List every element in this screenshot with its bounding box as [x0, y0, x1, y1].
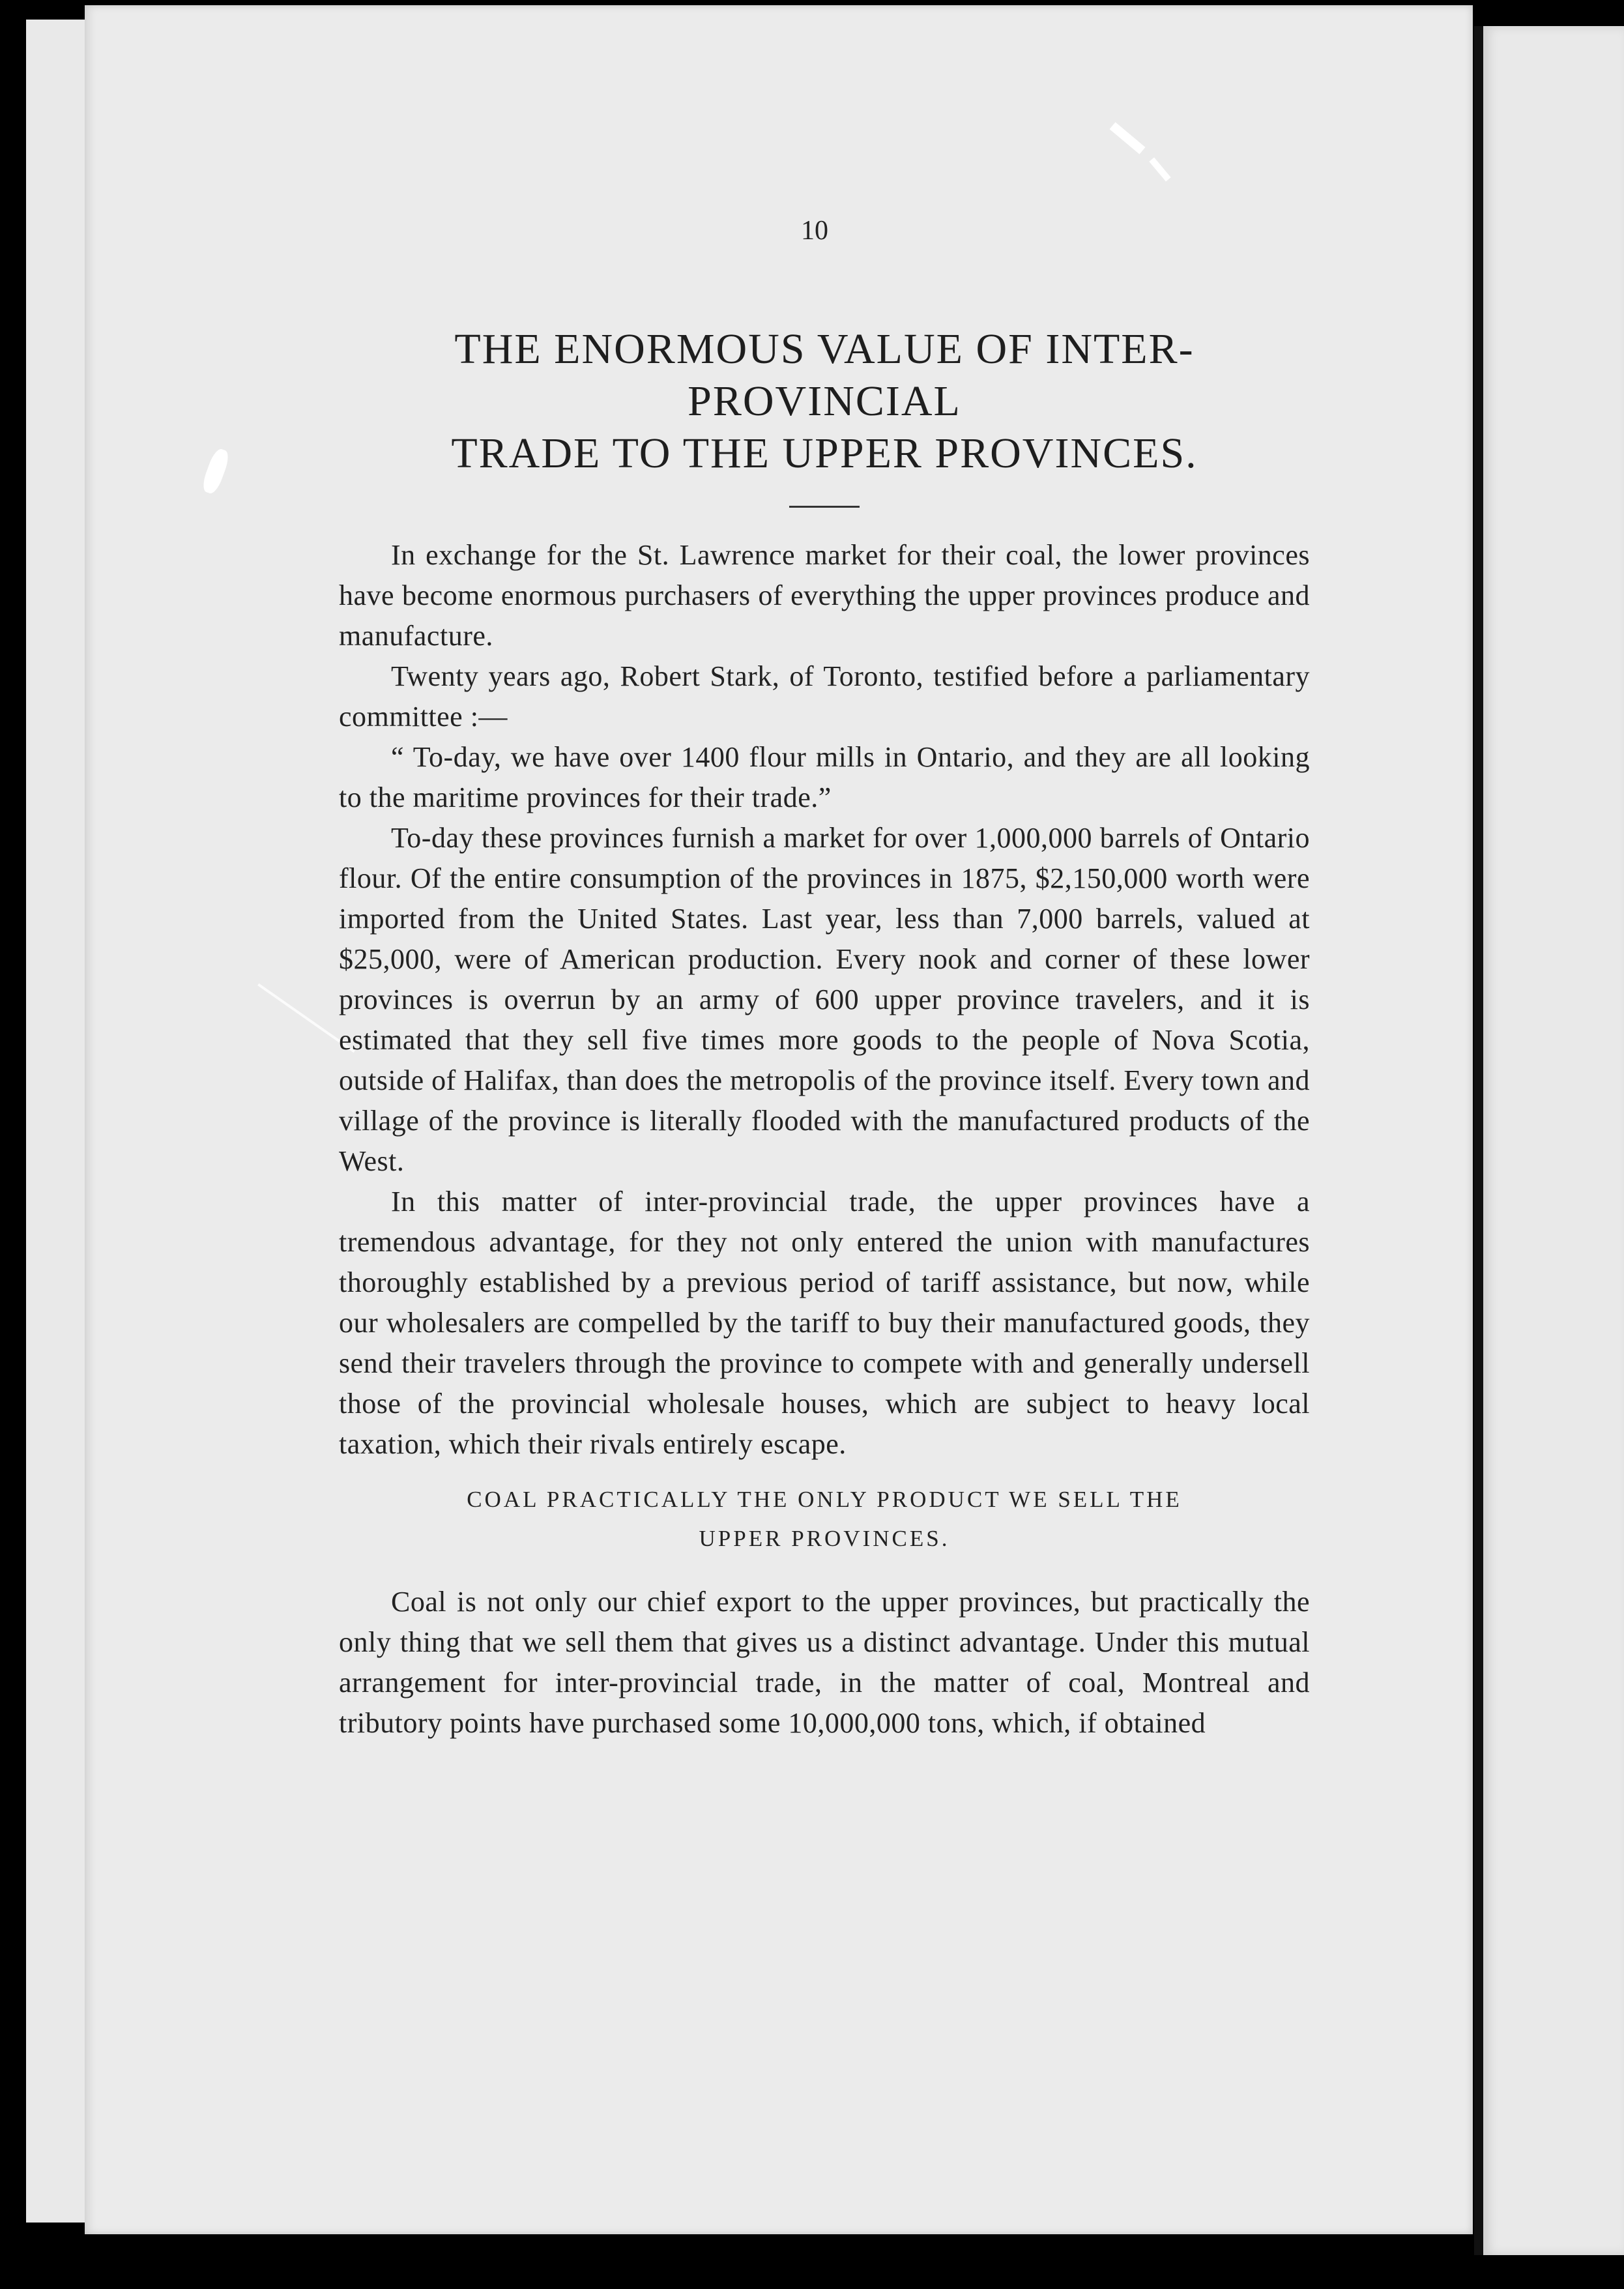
book-gutter [1474, 26, 1483, 2255]
page-number: 10 [801, 216, 828, 246]
page-content [339, 215, 1310, 1743]
title-divider [789, 506, 860, 508]
quotation-paragraph: “ To-day, we have over 1400 flour mills in Ontario, and they are all looking to the maritime provinces for their trade.” [339, 741, 1310, 813]
title-line-1: THE ENORMOUS VALUE OF INTER-PROVINCIAL [454, 325, 1195, 425]
paragraph: In exchange for the St. Lawrence market for their coal, the lower provinces have become enormous purchasers of everything the upper provinces produce and manufacture. [339, 539, 1310, 652]
page-title [339, 323, 1310, 480]
subheading-line-1: COAL PRACTICALLY THE ONLY PRODUCT WE SELL THE [467, 1487, 1182, 1512]
subheading-line-2: UPPER PROVINCES. [699, 1526, 950, 1551]
section-subheading [339, 1480, 1310, 1558]
paragraph: In this matter of inter-provincial trade, the upper provinces have a tremendous advantage, for they not only entered the union with manufactures thoroughly established by a previous period of tariff assistance, but now, while our wholesalers are compelled by the tariff to buy their manufactured goods, they send their travelers through the province to compete with and generally undersell those of the provincial wholesale houses, which are subject to heavy local taxation, which their rivals entirely escape. [339, 1186, 1310, 1460]
section-text [339, 1582, 1310, 1743]
paragraph: To-day these provinces furnish a market for over 1,000,000 barrels of Ontario flour. Of the entire consumption of the provinces in 1875, $2,150,000 worth were imported from the United States. Last year, less than 7,000 barrels, valued at $25,000, were of American production. Every nook and corner of these lower provinces is overrun by an army of 600 upper province travelers, and it is estimated that they sell five times more goods to the people of Nova Scotia, outside of Halifax, than does the metropolis of the province itself. Every town and village of the province is literally flooded with the manufactured products of the West. [339, 822, 1310, 1177]
paragraph: Coal is not only our chief export to the upper provinces, but practically the only thing that we sell them that gives us a distinct advantage. Under this mutual arrangement for inter-provincial trade, in the matter of coal, Montreal and tributory points have purchased some 10,000,000 tons, which, if obtained [339, 1586, 1310, 1739]
facing-page-edge [1483, 26, 1624, 2255]
body-text [339, 535, 1310, 1465]
paragraph: Twenty years ago, Robert Stark, of Toronto, testified before a parliamentary committee :— [339, 660, 1310, 733]
title-line-2: TRADE TO THE UPPER PROVINCES. [451, 430, 1198, 477]
